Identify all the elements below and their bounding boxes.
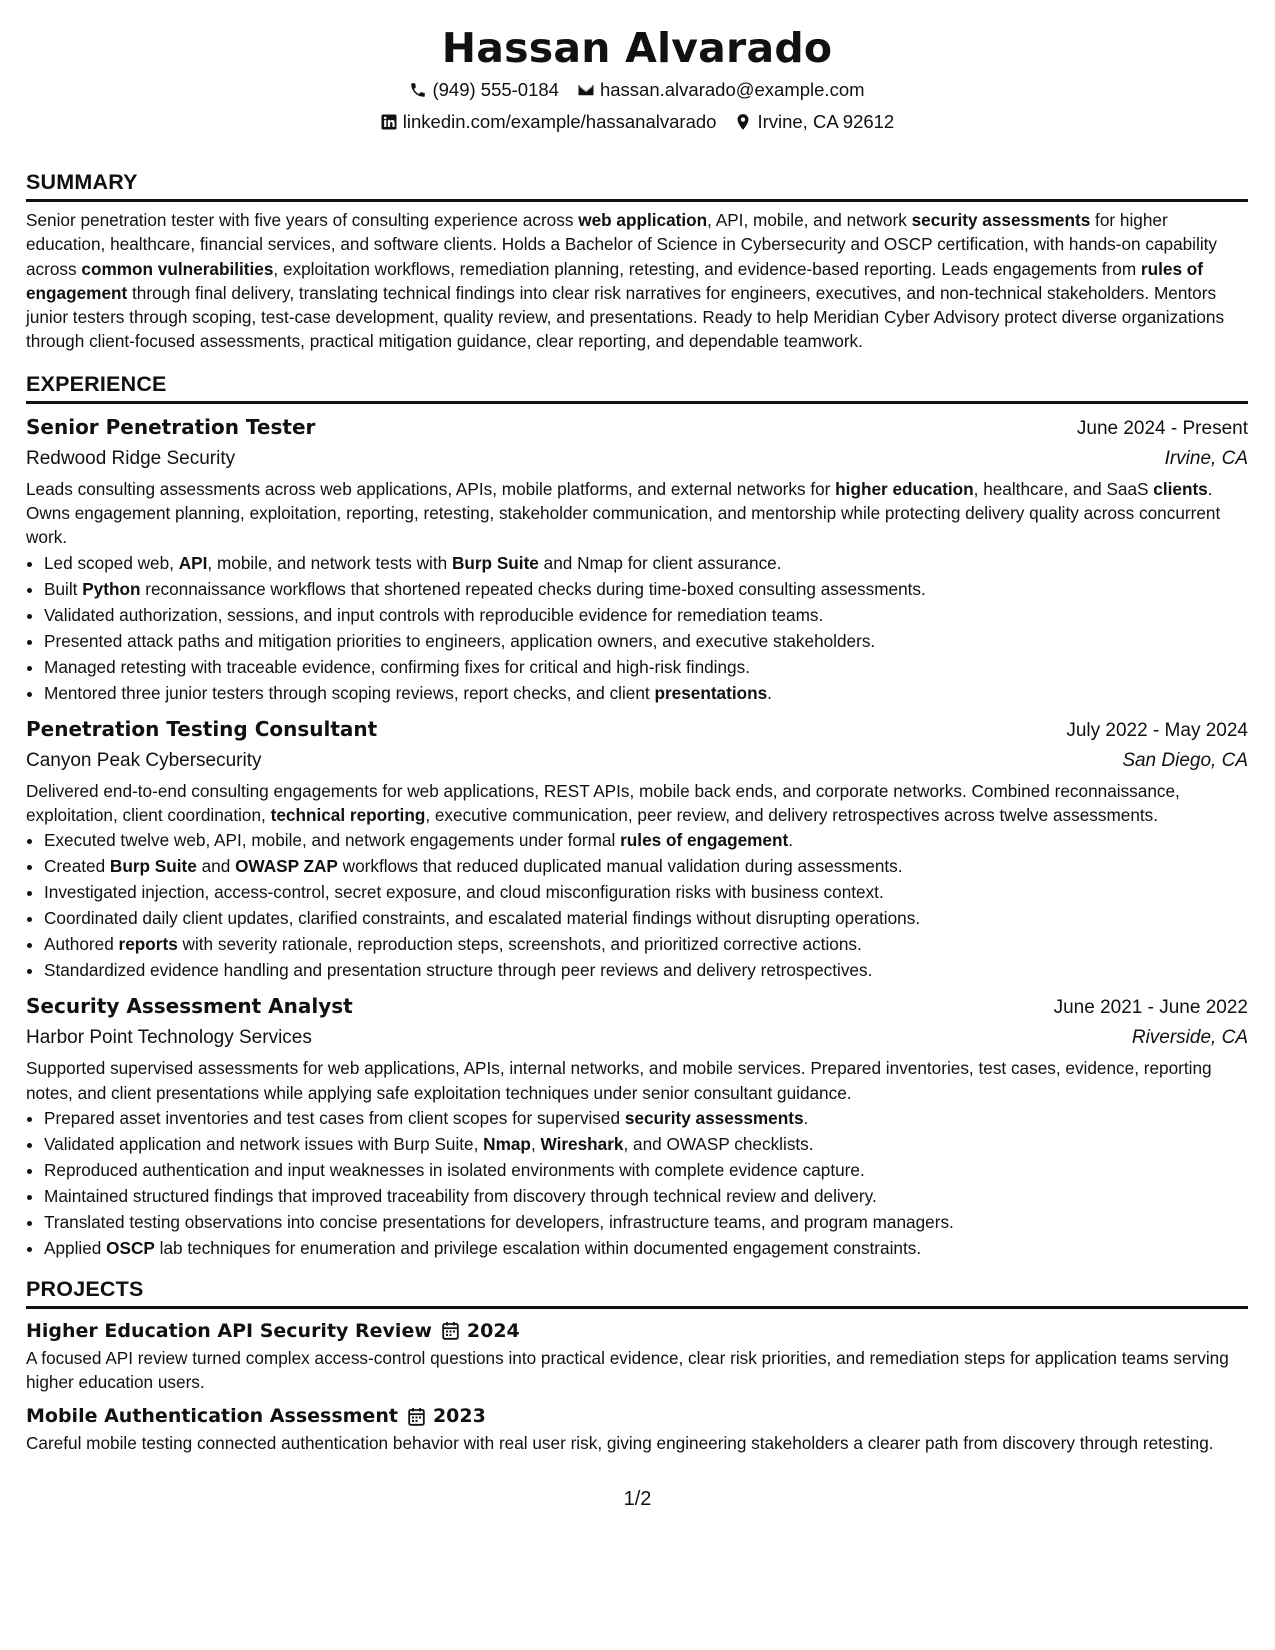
email-contact[interactable] <box>577 74 865 106</box>
bullet-item: • Validated application and network issues with Burp Suite, Nmap, Wireshark, and OWASP checklists. <box>44 1131 1248 1157</box>
bullet-item: • Standardized evidence handling and presentation structure through peer reviews and delivery retrospectives. <box>44 957 1248 983</box>
bullet-item: • Executed twelve web, API, mobile, and network engagements under formal rules of engagement. <box>44 827 1248 853</box>
linkedin-icon <box>380 113 398 131</box>
envelope-icon <box>577 81 595 99</box>
job-title: Senior Penetration Tester <box>26 414 316 439</box>
bullet-item: • Applied OSCP lab techniques for enumeration and privilege escalation within documented engagement constraints. <box>44 1235 1248 1261</box>
bullet-item: • Investigated injection, access-control, secret exposure, and cloud misconfiguration risks with business context. <box>44 879 1248 905</box>
bullet-item: • Led scoped web, API, mobile, and network tests with Burp Suite and Nmap for client assurance. <box>44 550 1248 576</box>
job-bullets <box>26 1105 1248 1261</box>
bullet-item: • Built Python reconnaissance workflows that shortened repeated checks during time-boxed consulting assessments. <box>44 576 1248 602</box>
bullet-item: • Mentored three junior testers through scoping reviews, report checks, and client presentations. <box>44 680 1248 706</box>
job-location: San Diego, CA <box>1122 749 1248 771</box>
job-entry <box>26 412 1248 706</box>
linkedin-url[interactable]: linkedin.com/example/hassanalvarado <box>402 111 717 132</box>
bullet-item: • Translated testing observations into concise presentations for developers, infrastructure teams, and program managers. <box>44 1209 1248 1235</box>
project-name: Mobile Authentication Assessment <box>26 1405 398 1428</box>
projects-section <box>26 1275 1248 1456</box>
map-pin-icon <box>734 113 752 131</box>
project-year: 2023 <box>432 1405 486 1428</box>
project-entry <box>26 1317 1248 1395</box>
phone-contact <box>409 74 559 106</box>
summary-heading: SUMMARY <box>26 168 1248 202</box>
job-company: Harbor Point Technology Services <box>26 1027 312 1049</box>
job-entry <box>26 714 1248 984</box>
job-location: Riverside, CA <box>1131 1027 1248 1049</box>
location-text: Irvine, CA 92612 <box>757 111 895 132</box>
phone-icon <box>409 81 427 99</box>
job-summary: Leads consulting assessments across web applications, APIs, mobile platforms, and external networks for higher education, healthcare, and SaaS clients. Owns engagement planning, exploitation, reporting, retesting, stakeholder communication, and mentorship while protecting delivery quality across concurrent work. <box>26 478 1221 548</box>
job-location: Irvine, CA <box>1164 447 1248 469</box>
project-entry <box>26 1402 1248 1455</box>
bullet-item: • Coordinated daily client updates, clarified constraints, and escalated material findings without disrupting operations. <box>44 905 1248 931</box>
contact-line-1 <box>26 74 1248 106</box>
bullet-item: • Managed retesting with traceable evidence, confirming fixes for critical and high-risk findings. <box>44 654 1248 680</box>
phone-number: (949) 555-0184 <box>432 79 559 100</box>
email-address[interactable]: hassan.alvarado@example.com <box>599 79 865 100</box>
resume-page <box>26 22 1248 1456</box>
job-bullets <box>26 827 1248 983</box>
project-name: Higher Education API Security Review <box>26 1319 432 1342</box>
job-summary: Delivered end-to-end consulting engagements for web applications, REST APIs, mobile back ends, and corporate networks. Combined reconnaissance, exploitation, client coordination, technical reporting, executive communication, peer review, and delivery retrospectives across twelve assessments. <box>26 780 1180 825</box>
calendar-icon <box>442 1321 459 1340</box>
summary-text: Senior penetration tester with five years of consulting experience across web application, API, mobile, and network security assessments for higher education, healthcare, financial services, and software clients. Holds a Bachelor of Science in Cybersecurity and OSCP certification, with hands-on capability across common vulnerabilities, exploitation workflows, remediation planning, retesting, and evidence-based reporting. Leads engagements from rules of engagement through final delivery, translating technical findings into clear risk narratives for engineers, executives, and non-technical stakeholders. Mentors junior testers through scoping, test-case development, quality review, and presentations. Ready to help Meridian Cyber Advisory protect diverse organizations through client-focused assessments, practical mitigation guidance, clear reporting, and dependable teamwork. <box>26 210 1225 352</box>
job-dates: June 2024 - Present <box>1076 417 1248 439</box>
page-indicator: 1/2 <box>623 1488 652 1510</box>
bullet-item: • Created Burp Suite and OWASP ZAP workflows that reduced duplicated manual validation during assessments. <box>44 853 1248 879</box>
job-dates: June 2021 - June 2022 <box>1053 997 1248 1019</box>
job-company: Redwood Ridge Security <box>26 447 236 469</box>
job-bullets <box>26 550 1248 706</box>
job-title: Penetration Testing Consultant <box>26 716 378 741</box>
candidate-name: Hassan Alvarado <box>441 24 833 72</box>
bullet-item: • Prepared asset inventories and test cases from client scopes for supervised security assessments. <box>44 1105 1248 1131</box>
contact-line-2 <box>26 106 1248 138</box>
bullet-item: • Presented attack paths and mitigation priorities to engineers, application owners, and executive stakeholders. <box>44 628 1248 654</box>
location-contact <box>734 106 894 138</box>
bullet-item: • Authored reports with severity rationale, reproduction steps, screenshots, and prioritized corrective actions. <box>44 931 1248 957</box>
bullet-item: • Validated authorization, sessions, and input controls with reproducible evidence for remediation teams. <box>44 602 1248 628</box>
experience-heading: EXPERIENCE <box>26 370 1248 404</box>
job-entry <box>26 991 1248 1261</box>
calendar-icon <box>408 1407 425 1426</box>
linkedin-contact[interactable] <box>380 106 717 138</box>
project-description: A focused API review turned complex access-control questions into practical evidence, clear risk priorities, and remediation steps for application teams serving higher education users. <box>26 1347 1229 1393</box>
job-title: Security Assessment Analyst <box>26 994 353 1019</box>
experience-section <box>26 370 1248 1261</box>
project-description: Careful mobile testing connected authentication behavior with real user risk, giving engineering stakeholders a clearer path from discovery through retesting. <box>26 1433 1214 1454</box>
bullet-item: • Maintained structured findings that improved traceability from discovery through technical review and delivery. <box>44 1183 1248 1209</box>
bullet-item: • Reproduced authentication and input weaknesses in isolated environments with complete evidence capture. <box>44 1157 1248 1183</box>
job-company: Canyon Peak Cybersecurity <box>26 749 262 771</box>
summary-section <box>26 168 1248 354</box>
project-year: 2024 <box>466 1319 520 1342</box>
projects-heading: PROJECTS <box>26 1275 1248 1309</box>
job-dates: July 2022 - May 2024 <box>1066 719 1248 741</box>
job-summary: Supported supervised assessments for web applications, APIs, internal networks, and mobile services. Prepared inventories, test cases, evidence, reporting notes, and client presentations while applying safe exploitation techniques under senior consultant guidance. <box>26 1058 1212 1103</box>
